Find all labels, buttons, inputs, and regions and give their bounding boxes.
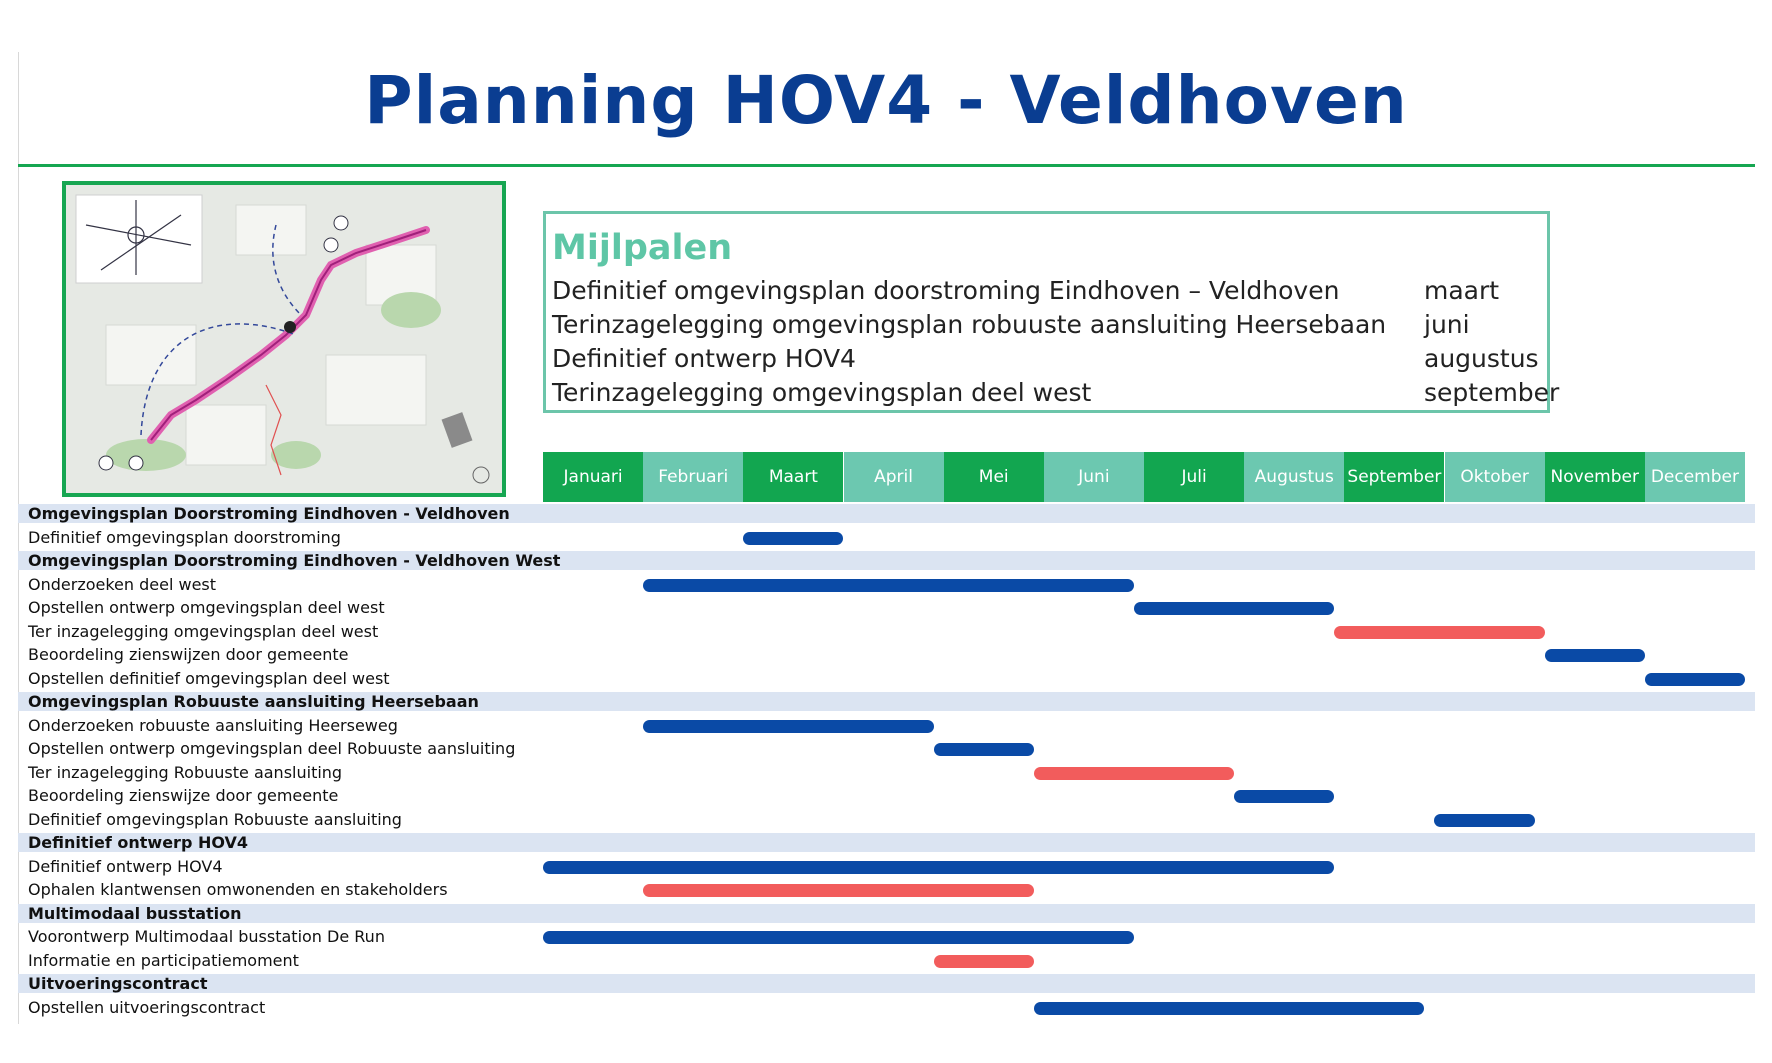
gantt-bar — [643, 884, 1034, 897]
gantt-bar — [743, 532, 843, 545]
milestone-name: Terinzagelegging omgevingsplan deel west — [552, 378, 1092, 407]
month-juni: Juni — [1044, 452, 1144, 502]
gantt-bar — [1545, 649, 1645, 662]
task-label: Beoordeling zienswijzen door gemeente — [28, 645, 349, 664]
title-divider — [18, 164, 1755, 167]
group-row-background — [18, 833, 1755, 852]
group-label: Definitief ontwerp HOV4 — [28, 833, 249, 852]
month-mei: Mei — [944, 452, 1044, 502]
group-label: Omgevingsplan Doorstroming Eindhoven - Veldhoven West — [28, 551, 561, 570]
month-header — [543, 452, 1745, 502]
milestone-month: augustus — [1424, 344, 1539, 373]
month-april: April — [844, 452, 944, 502]
gantt-bar — [1645, 673, 1745, 686]
task-label: Ter inzagelegging omgevingsplan deel west — [28, 621, 379, 641]
task-label: Definitief omgevingsplan Robuuste aansluiting — [28, 809, 402, 829]
month-februari: Februari — [643, 452, 743, 502]
month-augustus: Augustus — [1244, 452, 1344, 502]
group-label: Uitvoeringscontract — [28, 974, 208, 993]
month-december: December — [1645, 452, 1745, 502]
month-september: September — [1344, 452, 1444, 502]
milestone-row — [552, 276, 1542, 310]
group-row-background — [18, 904, 1755, 923]
task-label: Definitief ontwerp HOV4 — [28, 856, 223, 876]
milestone-month: maart — [1424, 276, 1500, 305]
group-row-background — [18, 974, 1755, 993]
task-label: Onderzoeken deel west — [28, 574, 217, 594]
task-label: Definitief omgevingsplan doorstroming — [28, 527, 341, 547]
task-label: Opstellen uitvoeringscontract — [28, 997, 266, 1017]
gantt-bar — [643, 579, 1134, 592]
group-label: Multimodaal busstation — [28, 903, 242, 923]
milestone-row — [552, 344, 1542, 378]
task-label: Onderzoeken robuuste aansluiting Heerseweg — [28, 715, 398, 735]
milestone-row — [552, 310, 1542, 344]
gantt-bar — [934, 743, 1034, 756]
milestone-month: september — [1424, 378, 1560, 407]
month-november: November — [1545, 452, 1645, 502]
page-title: Planning HOV4 - Veldhoven — [364, 62, 1408, 139]
milestone-row — [552, 378, 1560, 412]
month-januari: Januari — [543, 452, 643, 502]
month-maart: Maart — [743, 452, 843, 502]
gantt-bar — [543, 861, 1334, 874]
task-label: Ophalen klantwensen omwonenden en stakeholders — [28, 880, 448, 899]
group-label: Omgevingsplan Robuuste aansluiting Heersebaan — [28, 692, 479, 711]
task-label: Beoordeling zienswijze door gemeente — [28, 786, 339, 805]
milestone-name: Definitief omgevingsplan doorstroming Eindhoven – Veldhoven — [552, 276, 1340, 305]
route-map-graphic — [66, 185, 502, 493]
route-map-image — [62, 181, 506, 497]
task-label: Opstellen ontwerp omgevingsplan deel Robuuste aansluiting — [28, 739, 516, 758]
milestones-box — [543, 211, 1560, 413]
gantt-chart — [18, 502, 1755, 1022]
gantt-bar — [1334, 626, 1544, 639]
milestone-name: Terinzagelegging omgevingsplan robuuste aansluiting Heersebaan — [552, 310, 1387, 339]
task-label: Voorontwerp Multimodaal busstation De Run — [28, 927, 385, 946]
gantt-bar — [1134, 602, 1334, 615]
milestone-name: Definitief ontwerp HOV4 — [552, 344, 856, 373]
gantt-bar — [1034, 767, 1234, 780]
task-label: Opstellen definitief omgevingsplan deel west — [28, 668, 390, 688]
gantt-bar — [543, 931, 1134, 944]
month-juli: Juli — [1144, 452, 1244, 502]
month-oktober: Oktober — [1445, 452, 1545, 502]
task-label: Opstellen ontwerp omgevingsplan deel west — [28, 598, 385, 617]
gantt-bar — [643, 720, 933, 733]
task-label: Ter inzagelegging Robuuste aansluiting — [28, 762, 343, 782]
group-label: Omgevingsplan Doorstroming Eindhoven - Veldhoven — [28, 504, 510, 523]
gantt-bar — [934, 955, 1034, 968]
gantt-bar — [1034, 1002, 1425, 1015]
gantt-bar — [1434, 814, 1534, 827]
gantt-bar — [1234, 790, 1334, 803]
task-label: Informatie en participatiemoment — [28, 950, 299, 970]
milestones-heading: Mijlpalen — [552, 228, 733, 268]
milestone-month: juni — [1424, 310, 1470, 339]
